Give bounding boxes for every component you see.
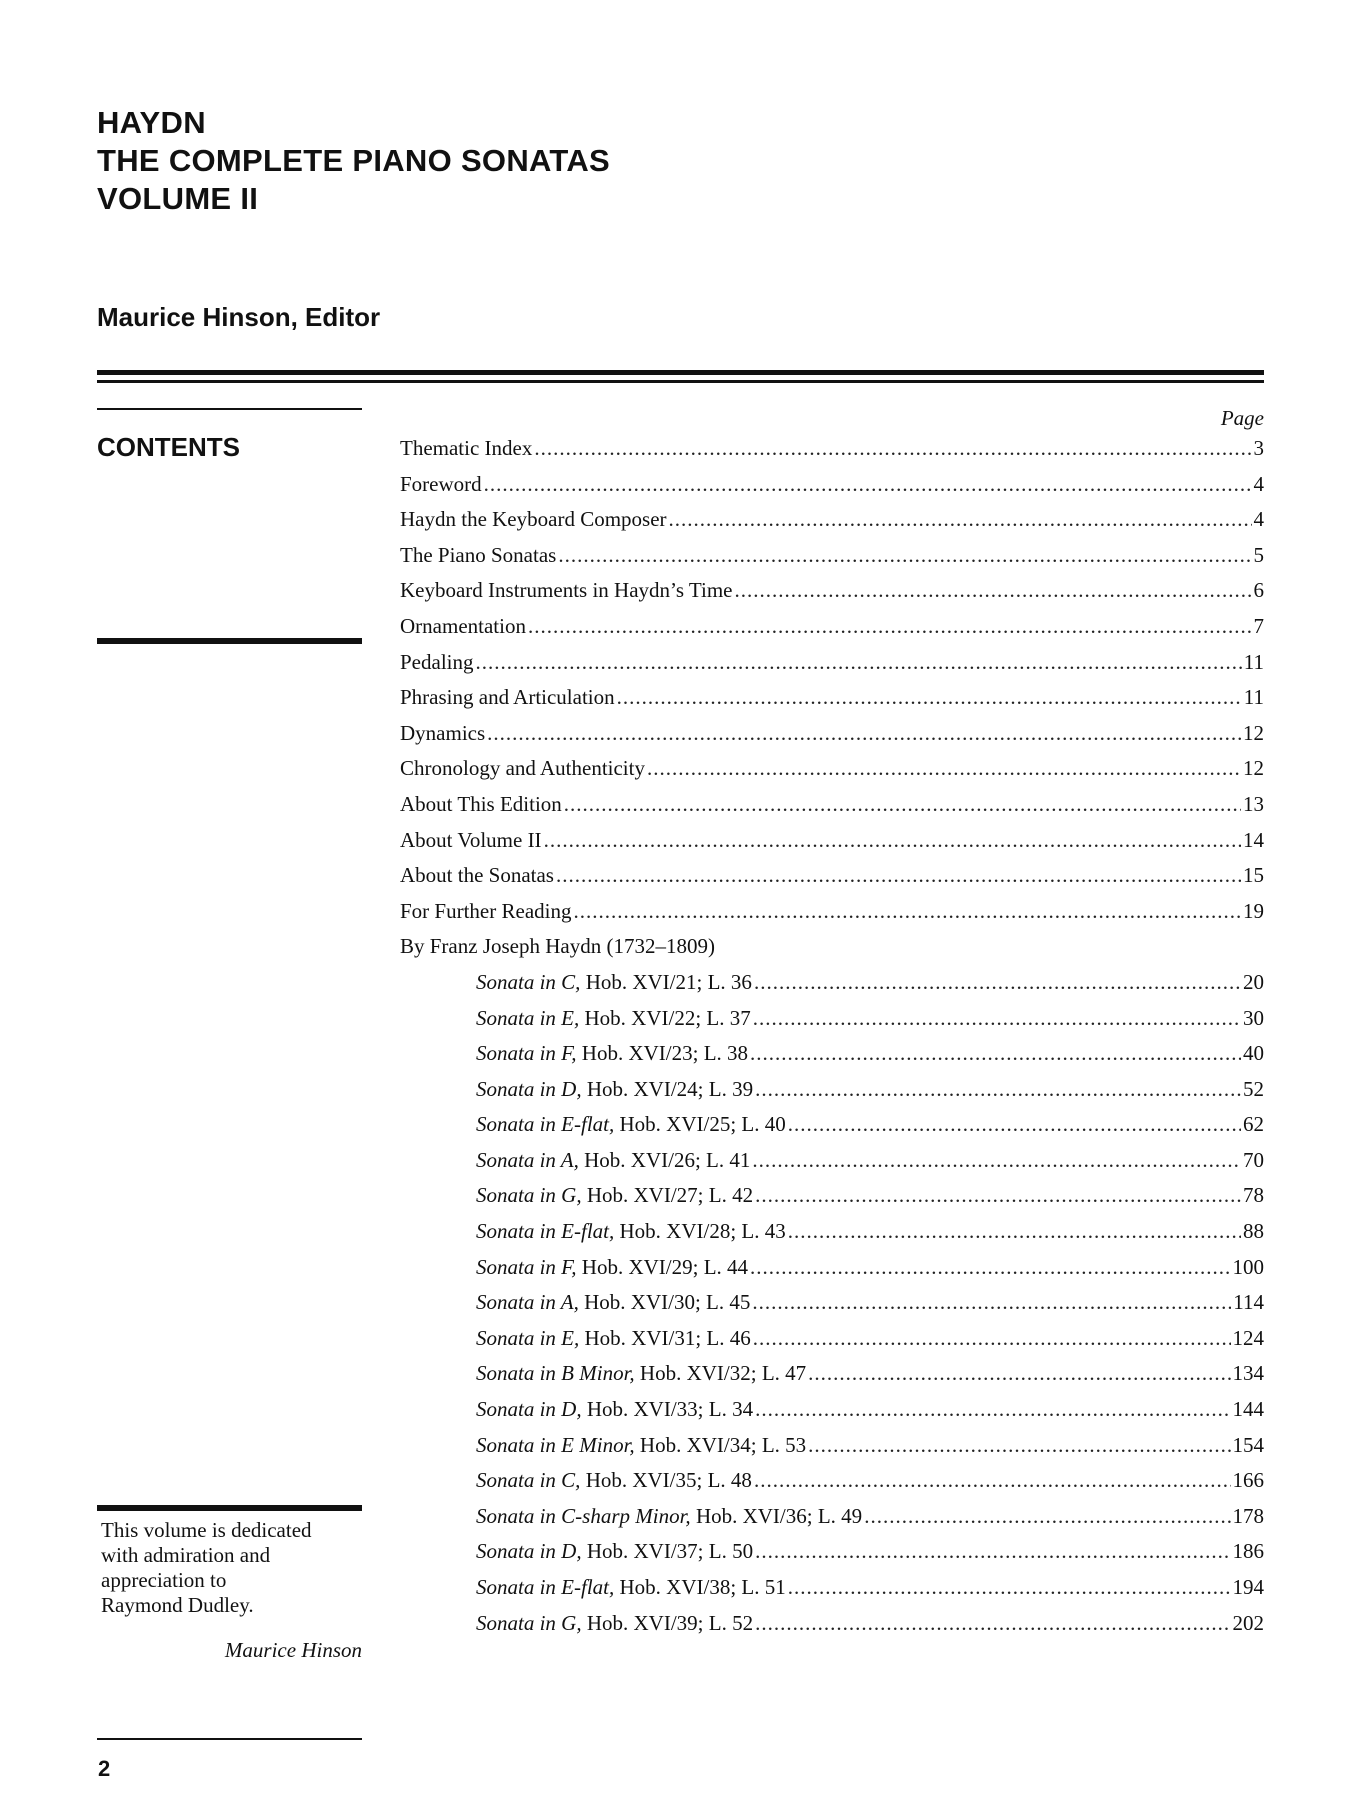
page-number: 2 <box>98 1756 111 1781</box>
sonata-page: 114 <box>1233 1290 1264 1315</box>
toc-entry <box>400 716 1264 752</box>
sonata-title: Sonata in G, <box>476 1183 582 1208</box>
sonata-entry <box>400 1606 1264 1642</box>
sonata-entry <box>400 1356 1264 1392</box>
sonata-label <box>476 1036 748 1072</box>
toc-entry-page: 4 <box>1253 507 1264 532</box>
toc-entry-page: 19 <box>1243 898 1264 923</box>
sonata-title: Sonata in D, <box>476 1076 582 1101</box>
dot-leader <box>808 1356 1230 1392</box>
sonata-page: 202 <box>1232 1610 1264 1635</box>
toc-entry-title: Ornamentation <box>400 613 526 638</box>
toc-entry-page: 11 <box>1243 685 1264 710</box>
sonata-label <box>476 965 752 1001</box>
toc-entry <box>400 751 1264 787</box>
sonata-label <box>476 1143 750 1179</box>
footer-rule <box>97 1738 362 1740</box>
sonata-page: 78 <box>1243 1183 1264 1208</box>
sonata-entry <box>400 1499 1264 1535</box>
dot-leader <box>558 538 1251 574</box>
toc-entry-title: Foreword <box>400 471 482 496</box>
toc-entry-title: Chronology and Authenticity <box>400 756 645 781</box>
sonata-page: 166 <box>1232 1468 1264 1493</box>
sonata-catalog-ref: Hob. XVI/36; L. 49 <box>690 1503 863 1528</box>
sonata-label <box>476 1463 752 1499</box>
dot-leader <box>669 502 1252 538</box>
toc-entry <box>400 787 1264 823</box>
sonata-page: 124 <box>1232 1325 1264 1350</box>
sonata-page: 154 <box>1232 1432 1264 1457</box>
dot-leader <box>647 751 1241 787</box>
toc-entry-title: Thematic Index <box>400 436 533 460</box>
sonata-catalog-ref: Hob. XVI/24; L. 39 <box>581 1076 754 1101</box>
sonata-label <box>476 1534 753 1570</box>
dot-leader <box>755 1534 1230 1570</box>
toc-entry-page: 3 <box>1253 436 1264 460</box>
dot-leader <box>788 1214 1241 1250</box>
sonata-label <box>476 1072 753 1108</box>
sonata-label <box>476 1356 806 1392</box>
toc-entry-page: 6 <box>1253 578 1264 603</box>
dot-leader <box>564 787 1241 823</box>
sonata-catalog-ref: Hob. XVI/23; L. 38 <box>576 1041 749 1066</box>
sonata-entry <box>400 965 1264 1001</box>
title-line-composer: HAYDN <box>97 105 206 140</box>
dot-leader <box>487 716 1241 752</box>
sonata-page: 144 <box>1232 1397 1264 1422</box>
dot-leader <box>750 1250 1230 1286</box>
sonata-label <box>476 1250 748 1286</box>
sonata-page: 134 <box>1232 1361 1264 1386</box>
editor-credit: Maurice Hinson, Editor <box>97 302 381 332</box>
title-line-volume: VOLUME II <box>97 181 259 216</box>
toc-entry-page: 13 <box>1243 791 1264 816</box>
toc-entry-page: 5 <box>1253 542 1264 567</box>
sonata-label <box>476 1178 753 1214</box>
dot-leader <box>755 1178 1241 1214</box>
dot-leader <box>752 1285 1231 1321</box>
dedication-signature: Maurice Hinson <box>224 1638 362 1662</box>
toc-entry <box>400 894 1264 930</box>
dedication-line: with admiration and <box>101 1543 271 1567</box>
sonata-title: Sonata in E-flat, <box>476 1219 615 1244</box>
sonata-entry <box>400 1321 1264 1357</box>
sonata-entry <box>400 1072 1264 1108</box>
dot-leader <box>755 1072 1241 1108</box>
sonata-title: Sonata in E-flat, <box>476 1575 615 1599</box>
sonata-label <box>476 1428 806 1464</box>
toc-entry-title: Keyboard Instruments in Haydn’s Time <box>400 578 733 603</box>
header-rule <box>97 370 1264 375</box>
toc-entry-title: About the Sonatas <box>400 863 554 888</box>
sonata-label <box>476 1321 751 1357</box>
toc-entry-title: Haydn the Keyboard Composer <box>400 507 667 532</box>
sonata-catalog-ref: Hob. XVI/37; L. 50 <box>581 1539 754 1564</box>
dot-leader <box>788 1570 1231 1606</box>
page-column-label: Page <box>1220 406 1264 430</box>
dot-leader <box>753 1001 1241 1037</box>
sonata-entry <box>400 1001 1264 1037</box>
composer-line-text: By Franz Joseph Haydn (1732–1809) <box>400 934 715 959</box>
toc-entry <box>400 680 1264 716</box>
sonata-entry <box>400 1178 1264 1214</box>
toc-sonatas <box>400 965 1264 1641</box>
sonata-entry <box>400 1107 1264 1143</box>
sonata-entry <box>400 1534 1264 1570</box>
sonata-title: Sonata in C-sharp Minor, <box>476 1503 691 1528</box>
sonata-label <box>476 1107 786 1143</box>
sonata-title: Sonata in C, <box>476 1468 581 1493</box>
dot-leader <box>573 894 1241 930</box>
contents-heading: CONTENTS <box>97 432 240 462</box>
sonata-entry <box>400 1392 1264 1428</box>
toc-entry <box>400 823 1264 859</box>
toc-entry <box>400 609 1264 645</box>
sonata-entry <box>400 1428 1264 1464</box>
sonata-title: Sonata in A, <box>476 1290 579 1315</box>
dot-leader <box>754 965 1241 1001</box>
sonata-entry <box>400 1036 1264 1072</box>
sonata-title: Sonata in G, <box>476 1610 582 1635</box>
sonata-page: 88 <box>1243 1219 1264 1244</box>
sonata-catalog-ref: Hob. XVI/25; L. 40 <box>614 1112 786 1137</box>
sonata-page: 62 <box>1243 1112 1264 1137</box>
toc-entry <box>400 645 1264 681</box>
sonata-page: 40 <box>1243 1041 1264 1066</box>
sonata-catalog-ref: Hob. XVI/30; L. 45 <box>578 1290 751 1315</box>
sonata-title: Sonata in E, <box>476 1325 580 1350</box>
toc-entry <box>400 431 1264 467</box>
sonata-entry <box>400 1143 1264 1179</box>
sidebar-rule <box>97 638 362 644</box>
sonata-entry <box>400 1285 1264 1321</box>
sonata-catalog-ref: Hob. XVI/31; L. 46 <box>579 1325 751 1350</box>
sonata-entry <box>400 1250 1264 1286</box>
sonata-label <box>476 1285 750 1321</box>
sonata-title: Sonata in F, <box>476 1041 577 1066</box>
sonata-title: Sonata in D, <box>476 1397 582 1422</box>
dedication-line: This volume is dedicated <box>101 1518 312 1542</box>
title-line-work: THE COMPLETE PIANO SONATAS <box>97 143 611 178</box>
sonata-title: Sonata in E, <box>476 1005 580 1030</box>
sonata-label <box>476 1570 786 1606</box>
toc-entry <box>400 538 1264 574</box>
dedication-line: appreciation to <box>101 1568 227 1592</box>
toc-entry <box>400 858 1264 894</box>
sonata-catalog-ref: Hob. XVI/22; L. 37 <box>579 1005 751 1030</box>
sonata-page: 178 <box>1232 1503 1264 1528</box>
sonata-catalog-ref: Hob. XVI/29; L. 44 <box>576 1254 749 1279</box>
dot-leader <box>734 573 1251 609</box>
dot-leader <box>753 1321 1231 1357</box>
contents-rule-top <box>97 408 362 410</box>
dot-leader <box>864 1499 1230 1535</box>
sonata-label <box>476 1392 753 1428</box>
sonata-page: 186 <box>1232 1539 1264 1564</box>
toc-entry-page: 14 <box>1243 827 1264 852</box>
sonata-title: Sonata in B Minor, <box>476 1361 635 1386</box>
dot-leader <box>476 645 1242 681</box>
sonata-page: 194 <box>1232 1575 1264 1599</box>
toc-entry <box>400 573 1264 609</box>
sonata-catalog-ref: Hob. XVI/33; L. 34 <box>581 1397 754 1422</box>
toc-entries <box>400 431 1264 929</box>
sonata-title: Sonata in C, <box>476 969 581 994</box>
header-rule-secondary <box>97 380 1264 383</box>
dot-leader <box>617 680 1242 716</box>
sonata-title: Sonata in D, <box>476 1539 582 1564</box>
sonata-catalog-ref: Hob. XVI/26; L. 41 <box>578 1147 751 1172</box>
sonata-catalog-ref: Hob. XVI/21; L. 36 <box>580 969 752 994</box>
sonata-label <box>476 1214 786 1250</box>
sonata-catalog-ref: Hob. XVI/38; L. 51 <box>614 1575 786 1599</box>
dedication-rule <box>97 1505 362 1511</box>
sonata-catalog-ref: Hob. XVI/34; L. 53 <box>634 1432 807 1457</box>
dedication-line: Raymond Dudley. <box>101 1593 254 1617</box>
dedication <box>101 1518 312 1618</box>
toc-entry-title: About Volume II <box>400 827 542 852</box>
toc-entry-page: 11 <box>1243 649 1264 674</box>
dot-leader <box>750 1036 1241 1072</box>
table-of-contents <box>400 405 1264 1641</box>
sonata-page: 100 <box>1232 1254 1264 1279</box>
dot-leader <box>788 1107 1241 1143</box>
sonata-catalog-ref: Hob. XVI/35; L. 48 <box>580 1468 752 1493</box>
sonata-page: 70 <box>1243 1147 1264 1172</box>
sonata-page: 20 <box>1243 969 1264 994</box>
toc-entry-page: 12 <box>1243 756 1264 781</box>
toc-entry <box>400 502 1264 538</box>
dot-leader <box>528 609 1252 645</box>
dot-leader <box>808 1428 1230 1464</box>
sonata-entry <box>400 1214 1264 1250</box>
dot-leader <box>755 1606 1230 1642</box>
sonata-title: Sonata in E-flat, <box>476 1112 615 1137</box>
toc-entry-page: 12 <box>1243 720 1264 745</box>
sonata-catalog-ref: Hob. XVI/32; L. 47 <box>634 1361 807 1386</box>
sonata-entry <box>400 1463 1264 1499</box>
sonata-label <box>476 1499 862 1535</box>
sonata-title: Sonata in F, <box>476 1254 577 1279</box>
dot-leader <box>544 823 1241 859</box>
sonata-catalog-ref: Hob. XVI/27; L. 42 <box>581 1183 754 1208</box>
dot-leader <box>754 1463 1231 1499</box>
toc-entry-page: 4 <box>1253 471 1264 496</box>
toc-entry <box>400 467 1264 503</box>
toc-entry-page: 7 <box>1253 613 1264 638</box>
sonata-catalog-ref: Hob. XVI/28; L. 43 <box>614 1219 786 1244</box>
toc-entry-title: Pedaling <box>400 649 474 674</box>
toc-entry-page: 15 <box>1243 863 1264 888</box>
dot-leader <box>755 1392 1230 1428</box>
book-title <box>97 104 610 218</box>
sonata-catalog-ref: Hob. XVI/39; L. 52 <box>581 1610 754 1635</box>
toc-entry-title: About This Edition <box>400 791 562 816</box>
dot-leader <box>484 467 1252 503</box>
sonata-page: 52 <box>1243 1076 1264 1101</box>
composer-line <box>400 929 1264 965</box>
sonata-page: 30 <box>1243 1005 1264 1030</box>
sonata-title: Sonata in E Minor, <box>476 1432 635 1457</box>
toc-entry-title: Dynamics <box>400 720 486 745</box>
dot-leader <box>752 1143 1241 1179</box>
toc-entry-title: The Piano Sonatas <box>400 542 557 567</box>
sonata-label <box>476 1606 753 1642</box>
sonata-label <box>476 1001 751 1037</box>
toc-entry-title: For Further Reading <box>400 898 572 923</box>
dot-leader <box>556 858 1241 894</box>
sonata-entry <box>400 1570 1264 1606</box>
toc-entry-title: Phrasing and Articulation <box>400 685 615 710</box>
dot-leader <box>534 431 1251 467</box>
sonata-title: Sonata in A, <box>476 1147 579 1172</box>
